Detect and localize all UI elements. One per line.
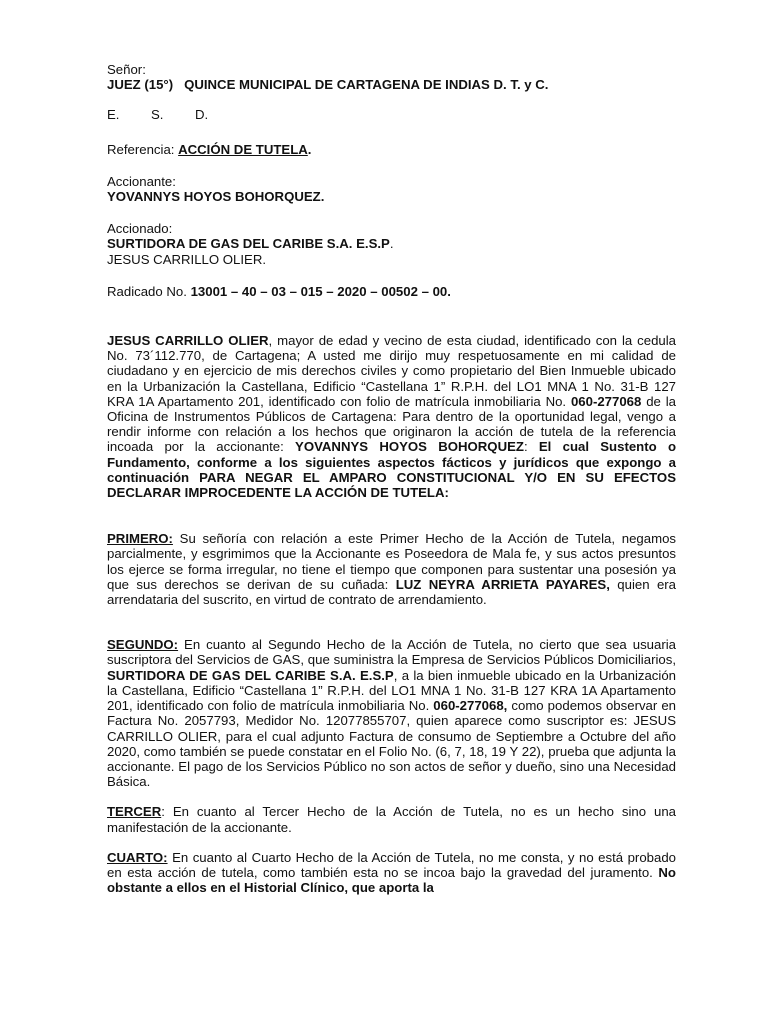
esd-d: D. xyxy=(195,107,209,123)
intro-name: JESUS CARRILLO OLIER xyxy=(107,333,269,349)
intro-bold-tail: El cual Sustento o Fundamento, conforme a los siguientes aspectos fácticos y jurídicos que expongo a continuación PARA NEGAR EL AMPARO CONSTITUCIONAL Y/O EN SU EFECTOS DECLARAR IMPROCEDENTE LA ACCIÓN DE TUTELA: xyxy=(107,439,676,501)
cuarto-text-1: En cuanto al Cuarto Hecho de la Acción de Tutela, no me consta, y no está probado en esta acción de tutela, como también esta no se incoa bajo la gravedad del juramento. xyxy=(107,849,676,880)
judge-heading: JUEZ (15°) QUINCE MUNICIPAL DE CARTAGENA DE INDIAS D. T. y C. xyxy=(107,77,549,93)
primero-paragraph xyxy=(107,531,676,607)
primero-name: LUZ NEYRA ARRIETA PAYARES, xyxy=(395,576,610,592)
cuarto-bold-tail: No obstante a ellos en el Historial Clínico, que aporta la xyxy=(107,864,676,896)
accionante-name: YOVANNYS HOYOS BOHORQUEZ. xyxy=(107,189,325,205)
primero-text-2: quien era arrendataria del suscrito, en virtud de contrato de arrendamiento. xyxy=(107,576,677,608)
cuarto-paragraph xyxy=(107,850,676,896)
segundo-label: SEGUNDO: xyxy=(107,637,179,653)
radicado-value: 13001 – 40 – 03 – 015 – 2020 – 00502 – 00. xyxy=(190,283,451,299)
accionado-company-tail: . xyxy=(389,236,394,252)
reference-value: ACCIÓN DE TUTELA xyxy=(178,141,308,157)
intro-accionante: YOVANNYS HOYOS BOHORQUEZ xyxy=(295,439,524,455)
document-page xyxy=(107,62,676,895)
accionado-company-line xyxy=(107,236,676,251)
salutation: Señor: xyxy=(107,62,146,77)
tercer-label: TERCER xyxy=(107,804,162,820)
esd-s: S. xyxy=(151,107,164,123)
esd-line xyxy=(107,107,676,122)
cuarto-label: CUARTO: xyxy=(107,849,168,865)
segundo-paragraph xyxy=(107,637,676,789)
segundo-text-3: como podemos observar en Factura No. 2057793, Medidor No. 12077855707, quien aparece como suscriptor es: JESUS CARRILLO OLIER, para el cual adjunto Factura de consumo de Septiembre a Octubre del año 2020, como también se puede constatar en el Folio No. (6, 7, 18, 19 Y 22), prueba que adjunta la accionante. El pago de los Servicios Público no son actos de señor y dueño, sino una Necesidad Básica. xyxy=(107,698,676,790)
intro-text-1: , mayor de edad y vecino de esta ciudad, identificado con la cedula No. 73´112.770, de Cartagena; A usted me dirijo muy respetuosamente en mi calidad de ciudadano y en ejercicio de mis derechos civiles y como propietario del Bien Inmueble ubicado en la Urbanización la Castellana, Edificio “Castellana 1” R.P.H. del LO1 MNA 1 No. 31-B 127 KRA 1A Apartamento 201, identificado con folio de matrícula inmobiliaria No. xyxy=(107,333,677,409)
accionado-company: SURTIDORA DE GAS DEL CARIBE S.A. E.S.P xyxy=(107,236,390,252)
accionado-label: Accionado: xyxy=(107,221,173,237)
segundo-text-1: En cuanto al Segundo Hecho de la Acción de Tutela, no cierto que sea usuaria suscriptora del Servicios de GAS, que suministra la Empresa de Servicios Públicos Domiciliarios, xyxy=(107,637,676,668)
tercer-text-1: : En cuanto al Tercer Hecho de la Acción de Tutela, no es un hecho sino una manifestación de la accionante. xyxy=(107,804,676,835)
reference-tail: . xyxy=(307,141,312,157)
accionante-label: Accionante: xyxy=(107,173,176,189)
reference-label: Referencia: xyxy=(107,141,179,157)
intro-text-2: de la Oficina de Instrumentos Públicos de Cartagena: Para dentro de la oportunidad legal, vengo a rendir informe con relación a los hechos que originaron la acción de tutela de la referencia incoada por la accionante: xyxy=(107,393,677,455)
accionado-person: JESUS CARRILLO OLIER. xyxy=(107,251,267,267)
segundo-company: SURTIDORA DE GAS DEL CARIBE S.A. E.S.P xyxy=(107,667,394,683)
radicado-label: Radicado No. xyxy=(107,283,191,299)
radicado-line xyxy=(107,284,676,299)
primero-text-1: Su señoría con relación a este Primer Hecho de la Acción de Tutela, negamos parcialmente, y esgrimimos que la Accionante es Poseedora de Mala fe, y sus actos presuntos los ejerce se forma irregular, no tiene el tiempo que componen para sustentar una posesión ya que sus derechos se derivan de su cuñada: xyxy=(107,531,676,592)
primero-label: PRIMERO: xyxy=(107,531,173,547)
intro-paragraph xyxy=(107,333,676,500)
segundo-folio: 060-277068, xyxy=(433,698,508,714)
reference-line xyxy=(107,142,676,157)
intro-folio: 060-277068 xyxy=(570,393,642,409)
segundo-text-2: , a la bien inmueble ubicado en la Urbanización la Castellana, Edificio “Castellana 1” R.P.H. del LO1 MNA 1 No. 31-B 127 KRA 1A Apartamento 201, identificado con folio de matrícula inmobiliaria No. xyxy=(107,667,676,714)
intro-text-3: : xyxy=(523,439,539,455)
esd-e: E. xyxy=(107,107,120,123)
tercer-paragraph xyxy=(107,804,676,834)
